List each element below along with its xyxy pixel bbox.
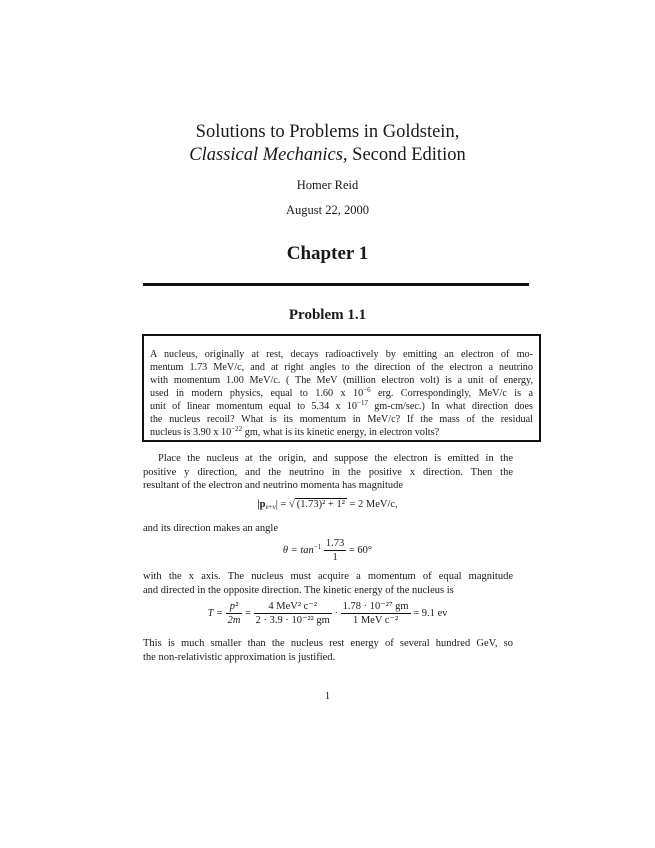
problem-line-4-end: erg. Correspondingly, MeV/c is a xyxy=(370,388,533,399)
eq-sqrt-sign: | = √ xyxy=(275,499,295,510)
paragraph-line: resultant of the electron and neutrino momenta has magnitude xyxy=(143,480,404,491)
eq-fraction-2 xyxy=(254,600,332,627)
exponent: −6 xyxy=(363,386,371,394)
solution-paragraph-4 xyxy=(143,637,513,664)
chapter-rule xyxy=(143,283,529,286)
fraction-numerator: p² xyxy=(226,600,243,614)
problem-line-7-end: gm, what is its kinetic energy, in electron volts? xyxy=(242,427,440,438)
solution-paragraph-3 xyxy=(143,570,513,597)
paragraph-line: with the x axis. The nucleus must acquire a momentum of equal magnitude xyxy=(143,571,513,582)
problem-line-7 xyxy=(150,426,533,439)
paragraph-line: and its direction makes an angle xyxy=(143,523,278,534)
eq-rhs: = 9.1 ev xyxy=(410,607,448,619)
paragraph-line: and directed in the opposite direction. The kinetic energy of the nucleus is xyxy=(143,584,454,596)
fraction-denominator: 2 · 3.9 · 10⁻²² gm xyxy=(255,615,330,626)
eq-dot: · xyxy=(331,607,341,619)
eq-lhs: T = xyxy=(207,607,226,619)
eq-lhs-subscript: e+ν xyxy=(265,503,276,511)
problem-line-3: with momentum 1.00 MeV/c. ( The MeV (million electron volt) is a unit of energy, xyxy=(150,375,533,386)
page-number: 1 xyxy=(324,691,331,702)
equation-kinetic-energy xyxy=(0,600,655,627)
eq-lhs: θ = tan xyxy=(282,544,314,556)
author-name: Homer Reid xyxy=(296,178,359,192)
equation-angle xyxy=(0,537,655,564)
eq-fraction-1 xyxy=(226,600,243,627)
problem-line-6: the nucleus recoil? What is its momentum in MeV/c? If the mass of the residual xyxy=(150,414,533,425)
problem-line-7-start: nucleus is 3.90 x 10 xyxy=(150,427,232,438)
eq-radicand: (1.73)² + 1² xyxy=(296,499,345,510)
eq-lhs: |p xyxy=(257,499,266,510)
fraction-numerator: 1.78 · 10⁻²⁷ gm xyxy=(342,601,409,612)
problem-line-5-end: gm-cm/sec.) In what direction does xyxy=(367,401,533,412)
paragraph-line: Place the nucleus at the origin, and suppose the electron is emitted in the xyxy=(158,453,513,464)
fraction-numerator: 1.73 xyxy=(325,538,345,549)
exponent: −17 xyxy=(357,399,368,407)
fraction-denominator: 1 MeV c⁻² xyxy=(352,615,399,626)
paragraph-line: positive y direction, and the neutrino in the positive x direction. Then the xyxy=(143,466,513,478)
problem-line-1: A nucleus, originally at rest, decays radioactively by emitting an electron of mo- xyxy=(150,349,533,360)
problem-heading: Problem 1.1 xyxy=(288,307,367,323)
document-date: August 22, 2000 xyxy=(286,203,369,217)
solution-paragraph-2 xyxy=(143,522,513,536)
eq-equals: = xyxy=(242,607,254,619)
eq-rhs: = 60° xyxy=(346,544,373,556)
problem-statement-box xyxy=(142,334,541,442)
fraction-denominator: 2m xyxy=(227,615,241,626)
problem-line-5 xyxy=(150,400,533,413)
exponent: −22 xyxy=(231,425,243,433)
problem-line-4-start: used in modern physics, equal to 1.60 x 10 xyxy=(150,388,364,399)
edition-text: , Second Edition xyxy=(342,145,466,165)
eq-exponent: −1 xyxy=(313,542,322,551)
equation-resultant-momentum xyxy=(0,498,655,511)
solution-paragraph-1 xyxy=(143,452,513,493)
eq-fraction xyxy=(324,537,346,564)
document-title-line2 xyxy=(0,143,655,167)
problem-line-2: mentum 1.73 MeV/c, and at right angles to the direction of the electron a neutrino xyxy=(150,362,533,373)
paragraph-line: the non-relativistic approximation is justified. xyxy=(143,651,336,663)
chapter-heading: Chapter 1 xyxy=(286,243,369,264)
problem-line-4 xyxy=(150,387,533,400)
book-title: Classical Mechanics xyxy=(189,145,343,165)
fraction-numerator: 4 MeV² c⁻² xyxy=(254,600,332,614)
fraction-denominator: 1 xyxy=(332,552,338,563)
document-title-line1: Solutions to Problems in Goldstein, xyxy=(195,122,460,142)
problem-line-5-start: unit of linear momentum equal to 5.34 x 10 xyxy=(150,401,357,412)
paragraph-line: This is much smaller than the nucleus rest energy of several hundred GeV, so xyxy=(143,638,513,649)
eq-rhs: = 2 MeV/c, xyxy=(346,499,398,510)
eq-fraction-3 xyxy=(341,600,411,627)
